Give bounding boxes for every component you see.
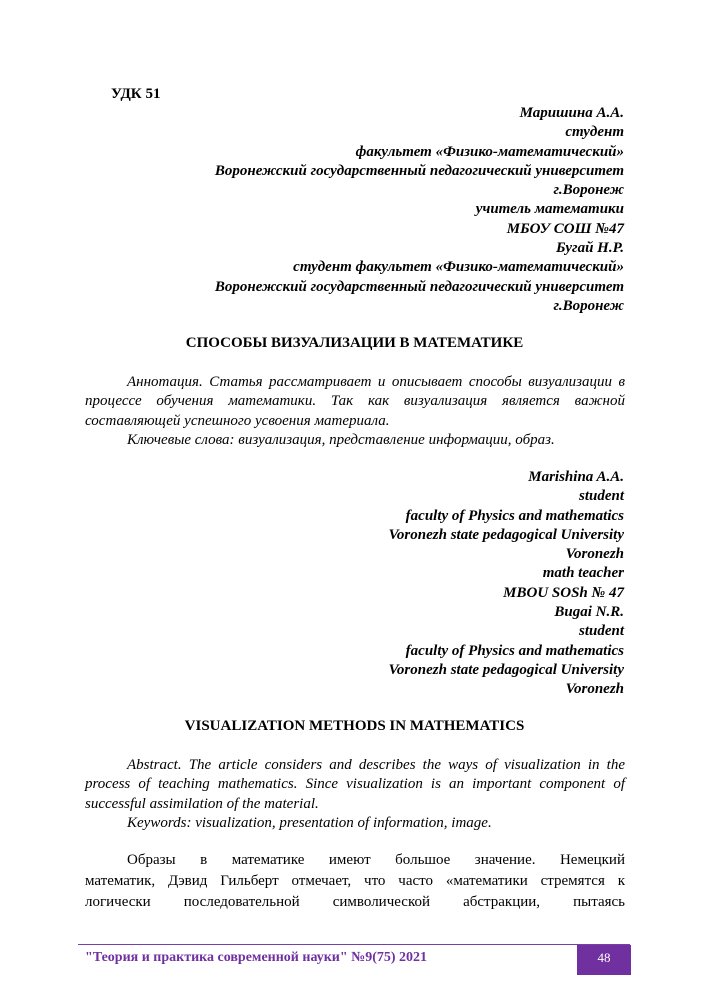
author-line: Voronezh state pedagogical University: [388, 526, 624, 543]
author-line: faculty of Physics and mathematics: [405, 507, 624, 524]
keywords-text: Keywords: visualization, presentation of information, image.: [127, 814, 492, 831]
page-number: 48: [577, 945, 631, 975]
author-line: МБОУ СОШ №47: [506, 220, 624, 237]
body-line: Образы в математике имеют большое значение. Немецкий: [127, 852, 625, 868]
author-line: Voronezh state pedagogical University: [388, 661, 624, 678]
author-line: г.Воронеж: [553, 182, 624, 199]
abstract-text: Аннотация. Статья рассматривает и описывает способы визуализации в процессе обучения математики. Так как визуализация является важной составляющей успешного усвоения материала.: [85, 374, 625, 429]
author-line: студент факультет «Физико-математический»: [293, 259, 624, 276]
author-line: Воронежский государственный педагогический университет: [214, 162, 624, 179]
body-line: логически последовательной символической абстракции, пытаясь: [85, 894, 625, 910]
author-line: г.Воронеж: [553, 297, 624, 314]
author-line: student: [578, 488, 624, 505]
author-line: студент: [565, 124, 624, 141]
body-paragraph: [85, 850, 625, 913]
author-line: факультет «Физико-математический»: [355, 143, 624, 160]
author-block-en: [389, 468, 624, 700]
author-line: Marishina A.A.: [528, 469, 624, 485]
udk-code: УДК 51: [111, 86, 161, 102]
author-line: Voronezh: [565, 681, 624, 698]
author-line: учитель математики: [475, 201, 624, 218]
abstract-ru: [85, 373, 625, 450]
author-block-ru: [215, 104, 624, 316]
footer-journal-title: "Теория и практика современной науки" №9(75) 2021: [85, 950, 428, 965]
footer-divider: [78, 944, 630, 945]
abstract-text: Abstract. The article considers and describes the ways of visualization in the process of teaching mathematics. Since visualization is an important component of successful assimilation of the material.: [85, 757, 625, 812]
author-line: student: [578, 623, 624, 640]
body-line: математик, Дэвид Гильберт отмечает, что часто «математики стремятся к: [85, 873, 625, 889]
author-line: Бугай Н.Р.: [556, 240, 624, 257]
author-line: faculty of Physics and mathematics: [405, 642, 624, 659]
article-title-ru: СПОСОБЫ ВИЗУАЛИЗАЦИИ В МАТЕМАТИКЕ: [185, 335, 524, 351]
article-title-en: VISUALIZATION METHODS IN MATHEMATICS: [184, 718, 525, 734]
author-line: Voronezh: [565, 546, 624, 563]
author-line: math teacher: [542, 565, 624, 582]
author-line: Bugai N.R.: [554, 604, 624, 621]
abstract-en: [85, 756, 625, 833]
author-line: Воронежский государственный педагогический университет: [214, 278, 624, 295]
keywords-text: Ключевые слова: визуализация, представление информации, образ.: [127, 431, 555, 448]
author-line: Маришина А.А.: [519, 105, 624, 121]
author-line: MBOU SOSh № 47: [503, 584, 624, 601]
